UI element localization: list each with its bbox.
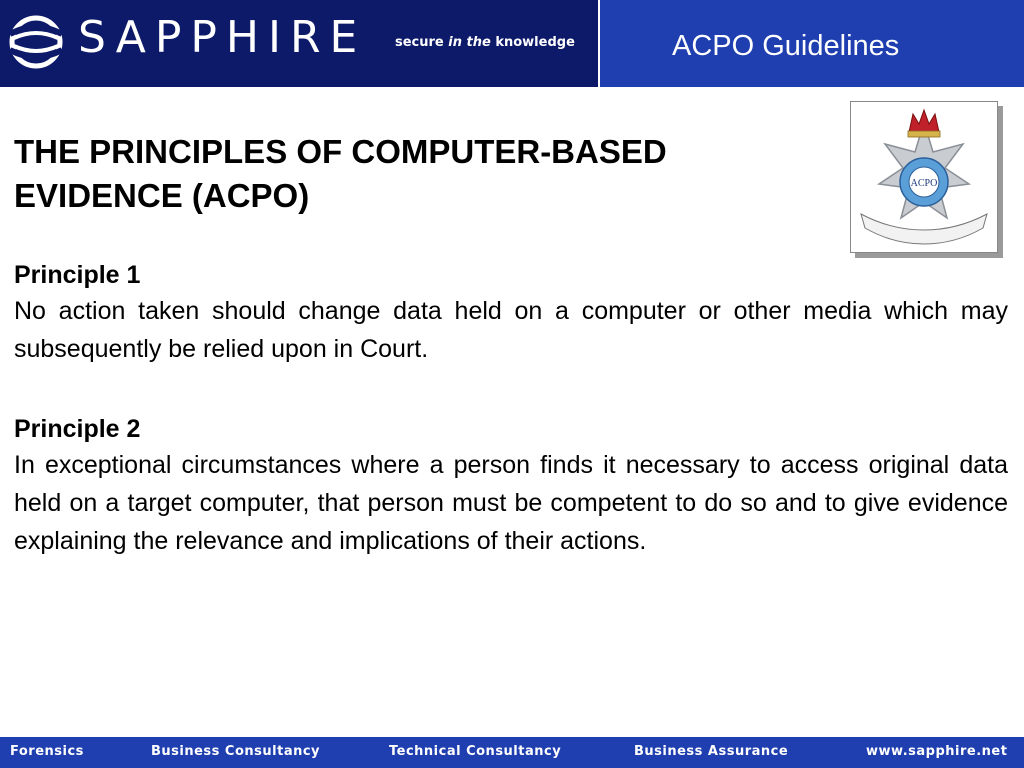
brand-name: SAPPHIRE: [78, 12, 367, 63]
principle-1-title: Principle 1: [14, 261, 141, 289]
header: [0, 0, 1024, 87]
tagline-post: knowledge: [490, 35, 575, 50]
footer-bar: [0, 737, 1024, 768]
brand-band: [0, 0, 598, 87]
footer-item-business-assurance: Business Assurance: [634, 744, 789, 759]
footer-item-forensics: Forensics: [10, 744, 84, 759]
principle-1: [14, 258, 1008, 368]
badge-center-text: ACPO: [910, 178, 938, 189]
tagline-emphasis: in the: [448, 35, 491, 50]
principle-2-title: Principle 2: [14, 415, 141, 443]
acpo-police-badge-icon: [851, 102, 997, 252]
page-heading: [14, 130, 834, 218]
heading-line-1: THE PRINCIPLES OF COMPUTER-BASED: [14, 133, 667, 170]
section-title: ACPO Guidelines: [672, 30, 900, 62]
footer-item-website: www.sapphire.net: [866, 744, 1008, 759]
principle-1-text: No action taken should change data held on a computer or other media which may subsequently be relied upon in Court.: [14, 297, 1008, 363]
principle-2-text: In exceptional circumstances where a person finds it necessary to access original data held on a target computer, that person must be competent to do so and to give evidence explaining the relevance and implications of their actions.: [14, 451, 1008, 555]
principle-2: [14, 412, 1008, 560]
acpo-badge-frame: [850, 101, 998, 253]
tagline: [395, 35, 575, 50]
footer-item-technical-consultancy: Technical Consultancy: [389, 744, 562, 759]
sapphire-logo-icon: [6, 12, 66, 72]
footer-item-business-consultancy: Business Consultancy: [151, 744, 321, 759]
tagline-pre: secure: [395, 35, 449, 50]
heading-line-2: EVIDENCE (ACPO): [14, 177, 310, 214]
